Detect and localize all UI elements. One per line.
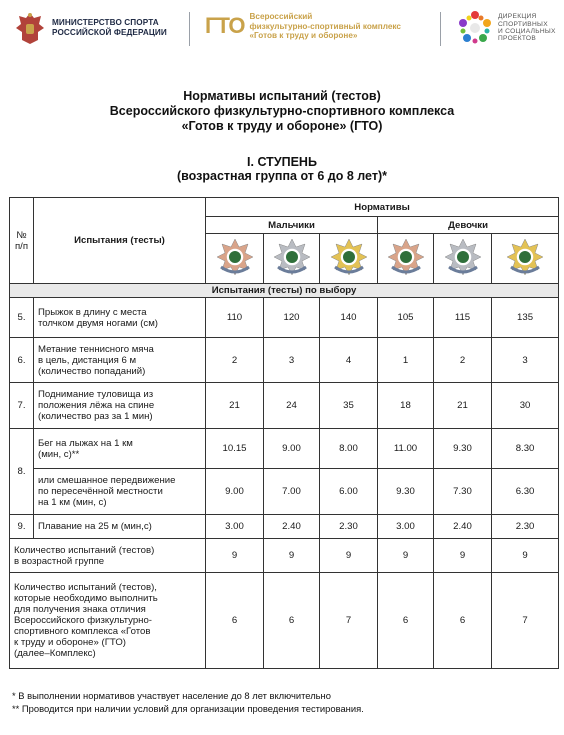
norm-value: 105 [378,298,434,338]
row-number: 7. [10,383,34,429]
title-line-2: Всероссийского физкультурно-спортивного комплекса [109,104,455,118]
norm-value: 9 [320,539,378,573]
col-num-line-1: № [16,229,27,241]
norm-value: 3 [492,338,559,383]
norm-value: 21 [206,383,264,429]
norm-value: 2.40 [434,515,492,539]
test-description [34,429,206,469]
norm-value: 2 [206,338,264,383]
description-line: Плавание на 25 м (мин,с) [38,521,152,532]
bronze-badge-icon [215,237,255,277]
tests-count-row [10,539,559,573]
norm-value: 9 [492,539,559,573]
norm-value: 115 [434,298,492,338]
norm-value: 3.00 [378,515,434,539]
title-line-3: «Готов к труду и обороне» (ГТО) [181,119,383,133]
norm-value: 35 [320,383,378,429]
norm-value: 2 [434,338,492,383]
description-line: (далее–Комплекс) [14,648,96,659]
description-line: Всероссийского физкультурно- [14,615,152,626]
gto-line-1: Всероссийский [249,12,313,21]
badge-cell [264,234,320,284]
silver-badge-icon [272,237,312,277]
description-line: Количество испытаний (тестов), [14,582,157,593]
description-line: или смешанное передвижение [38,475,176,486]
row-number: 8. [10,429,34,515]
description-line: (мин, с)** [38,448,80,460]
gto-line-2: физкультурно-спортивный комплекс [249,21,401,31]
page-title [0,89,564,134]
norm-value: 110 [206,298,264,338]
col-num-header [10,198,34,284]
test-description [34,383,206,429]
description-line: на 1 км (мин, с) [38,497,107,508]
gto-line-3: «Готов к труду и обороне» [249,31,358,40]
description-line: для получения знака отличия [14,604,146,615]
norm-value: 3 [264,338,320,383]
description-line: по пересечённой местности [38,486,163,497]
divider [440,12,441,46]
directorate-line-1: ДИРЕКЦИЯ [498,13,537,21]
norm-value: 6 [206,573,264,669]
norm-value: 9 [206,539,264,573]
norms-table [9,197,559,669]
gto-logo [205,12,401,41]
norm-value: 10.15 [206,429,264,469]
norm-value: 120 [264,298,320,338]
table-row [10,429,559,469]
section-header: Испытания (тесты) по выбору [10,284,559,298]
norm-value: 9.30 [378,469,434,515]
norm-value: 8.30 [492,429,559,469]
norm-value: 9.00 [264,429,320,469]
description-line: которые необходимо выполнить [14,593,158,604]
test-description [34,338,206,383]
description-line: Метание теннисного мяча [38,343,154,355]
coat-of-arms-icon [14,10,46,46]
norm-value: 9 [434,539,492,573]
row-description [10,573,206,669]
norm-value: 8.00 [320,429,378,469]
footnote-2: ** Проводится при наличии условий для организации проведения тестирования. [12,703,364,714]
ministry-line-2: РОССИЙСКОЙ ФЕДЕРАЦИИ [52,28,167,37]
badge-cell [206,234,264,284]
stage-title: I. СТУПЕНЬ [247,155,317,169]
description-line: Количество испытаний (тестов) [14,544,155,556]
norm-value: 1 [378,338,434,383]
norm-value: 24 [264,383,320,429]
norm-value: 9 [264,539,320,573]
description-line: Поднимание туловища из [38,389,154,400]
star-logo-icon [456,9,494,47]
row-number: 6. [10,338,34,383]
row-number: 5. [10,298,34,338]
norm-value: 2.30 [320,515,378,539]
norm-value: 6 [434,573,492,669]
test-description [34,298,206,338]
ministry-line-1: МИНИСТЕРСТВО СПОРТА [52,18,159,27]
table-row [10,383,559,429]
norm-value: 7.00 [264,469,320,515]
norm-value: 140 [320,298,378,338]
norm-value: 2.40 [264,515,320,539]
norm-value: 11.00 [378,429,434,469]
tests-required-row [10,573,559,669]
description-line: к труду и обороне» (ГТО) [14,637,126,648]
norm-value: 3.00 [206,515,264,539]
badge-cell [320,234,378,284]
silver-badge-icon [443,237,483,277]
badge-cell [434,234,492,284]
norm-value: 9.00 [206,469,264,515]
description-line: Прыжок в длину с места [38,306,147,318]
directorate-logo [456,9,556,47]
directorate-line-2: СПОРТИВНЫХ [498,20,548,28]
badge-cell [492,234,559,284]
footnote-1: * В выполнении нормативов участвует население до 8 лет включительно [12,690,331,701]
norm-value: 7.30 [434,469,492,515]
divider [189,12,190,46]
norm-value: 21 [434,383,492,429]
directorate-line-4: ПРОЕКТОВ [498,35,537,43]
description-line: толчком двумя ногами (см) [38,317,158,329]
ministry-logo [14,10,167,46]
norm-value: 6.30 [492,469,559,515]
title-line-1: Нормативы испытаний (тестов) [183,89,381,103]
norm-value: 4 [320,338,378,383]
norm-value: 7 [492,573,559,669]
age-group: (возрастная группа от 6 до 8 лет)* [177,169,387,183]
norm-value: 6.00 [320,469,378,515]
bronze-badge-icon [386,237,426,277]
gold-badge-icon [329,237,369,277]
description-line: (количество попаданий) [38,365,146,377]
row-number: 9. [10,515,34,539]
test-description [34,469,206,515]
description-line: (количество раз за 1 мин) [38,411,153,422]
norm-value: 9.30 [434,429,492,469]
norm-value: 9 [378,539,434,573]
norm-value: 135 [492,298,559,338]
description-line: в возрастной группе [14,555,105,567]
norm-value: 2.30 [492,515,559,539]
table-row [10,515,559,539]
directorate-line-3: И СОЦИАЛЬНЫХ [498,28,556,35]
description-line: положения лёжа на спине [38,400,155,411]
test-description [34,515,206,539]
norm-value: 6 [378,573,434,669]
row-description [10,539,206,573]
badge-cell [378,234,434,284]
table-body [10,298,559,669]
col-tests-header: Испытания (тесты) [34,198,206,284]
norm-value: 7 [320,573,378,669]
col-num-line-2: п/п [14,240,29,252]
norm-value: 18 [378,383,434,429]
girls-header: Девочки [378,217,559,234]
description-line: спортивного комплекса «Готов [14,626,151,637]
norm-value: 6 [264,573,320,669]
boys-header: Мальчики [206,217,378,234]
gto-mark: ГТО [205,13,245,39]
description-line: Бег на лыжах на 1 км [38,437,133,449]
table-row [10,298,559,338]
norm-value: 30 [492,383,559,429]
header [0,0,564,60]
table-row [10,469,559,515]
table-row [10,338,559,383]
description-line: в цель, дистанция 6 м [38,354,137,366]
gold-badge-icon [505,237,545,277]
norms-header: Нормативы [206,198,559,217]
stage-heading [0,155,564,183]
